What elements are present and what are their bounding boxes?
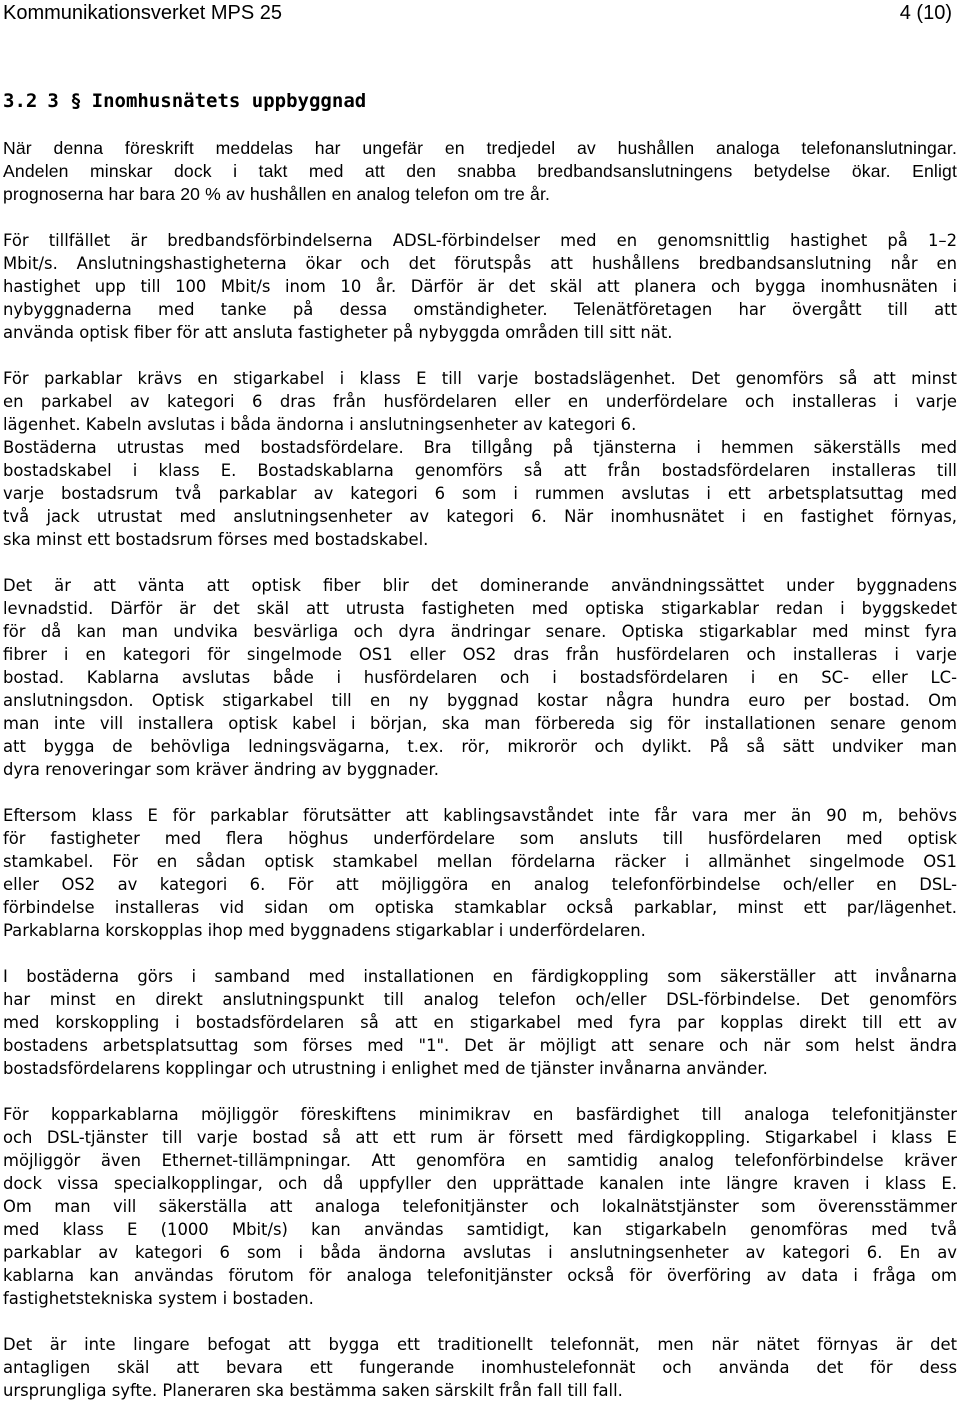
paragraph-3 (3, 367, 957, 551)
text-line: möjliggör även Ethernet-tillämpningar. Att genomföra en samtidig analog telefonförbindelse kräver (3, 1151, 957, 1170)
section-heading (3, 88, 376, 114)
text-line: en parkabel av kategori 6 dras från husfördelaren eller en underfördelare och installeras i varje (3, 392, 957, 411)
text-line: två jack utrustat med anslutningsenheter av kategori 6. När inomhusnätet i en fastighet förnyas, (3, 507, 957, 526)
paragraph-7 (3, 1103, 957, 1310)
text-line: ursprungliga syfte. Planeraren ska bestämma saken särskilt från fall till fall. (3, 1381, 623, 1400)
text-line: När denna föreskrift meddelas har ungefär en tredjedel av hushållen analoga telefonanslutningar. (3, 138, 957, 158)
text-line: För parkablar krävs en stigarkabel i klass E till varje bostadslägenhet. Det genomförs så att minst (3, 369, 957, 388)
text-line: anslutningsdon. Optisk stigarkabel till en ny byggnad kostar några hundra euro per bostad. Om (3, 691, 957, 710)
paragraph-8 (3, 1333, 957, 1402)
header-page-number: 4 (10) (899, 2, 952, 24)
paragraph-4 (3, 574, 957, 781)
section-title: Inomhusnätets uppbyggnad (91, 90, 367, 112)
text-line: för fastigheter med flera höghus underfördelare som ansluts till husfördelaren med optisk (3, 829, 957, 848)
text-line: stamkabel. För en sådan optisk stamkabel mellan fördelarna räcker i allmänhet singelmode OS1 (3, 852, 957, 871)
text-line: bostad. Kablarna avslutas både i husfördelaren och i bostadsfördelaren i en SC- eller LC- (3, 668, 957, 687)
paragraph-5 (3, 804, 957, 942)
paragraph-6 (3, 965, 957, 1080)
text-line: kablarna kan användas förutom för analoga telefonitjänster också för överföring av data i fråga om (3, 1266, 957, 1285)
text-line: bostadskabel i klass E. Bostadskablarna genomförs så att från bostadsfördelaren installeras till (3, 461, 957, 480)
text-line: Parkablarna korskopplas ihop med byggnadens stigarkablar i underfördelaren. (3, 921, 646, 940)
text-line: fibrer i en kategori för singelmode OS1 eller OS2 dras från husfördelaren och installeras i varje (3, 645, 957, 664)
text-line: använda optisk fiber för att ansluta fastigheter på nybyggda områden till sitt nät. (3, 323, 673, 342)
text-line: Mbit/s. Anslutningshastigheterna ökar och det förutspås att hushållens bredbandsanslutning når en (3, 254, 957, 273)
text-line: förbindelse installeras vid sidan om optiska stamkablar också parkablar, minst ett par/lägenhet. (3, 898, 957, 917)
text-line: bostadsfördelarens kopplingar och utrustning i enlighet med de tjänster invånarna använder. (3, 1059, 768, 1078)
text-line: med klass E (1000 Mbit/s) kan användas samtidigt, kan stigarkabeln genomföras med två (3, 1220, 957, 1239)
text-line: För tillfället är bredbandsförbindelserna ADSL-förbindelser med en genomsnittlig hastighet på 1–2 (3, 231, 957, 250)
text-line: nybyggnaderna med tanke på dessa omständigheter. Telenätföretagen har övergått till att (3, 300, 957, 319)
section-paragraph-number: 3 § (47, 90, 82, 112)
text-line: för då kan man undvika besvärliga och dyra ändringar senare. Optiska stigarkablar med minst fyra (3, 622, 957, 641)
text-line: hastighet upp till 100 Mbit/s inom 10 år. Därför är det skäl att planera och bygga inomhusnäten i (3, 277, 957, 296)
text-line: prognoserna har bara 20 % av hushållen en analog telefon om tre år. (3, 184, 551, 204)
text-line: ska minst ett bostadsrum förses med bostadskabel. (3, 530, 429, 549)
text-line: Eftersom klass E för parkablar förutsätter att kablingsavståndet inte får vara mer än 90 m, behövs (3, 806, 957, 825)
text-line: Om man vill säkerställa att analoga telefonitjänster och lokalnätstjänster som överensstämmer (3, 1197, 957, 1216)
text-line: bostadens arbetsplatsuttag som förses med "1". Det är möjligt att senare och när som helst ändra (3, 1036, 957, 1055)
paragraph-1 (3, 137, 957, 206)
text-line: antagligen skäl att bevara ett fungerande inomhustelefonnät och använda det för dess (3, 1358, 957, 1377)
text-line: har minst en direkt anslutningspunkt till analog telefon och/eller DSL-förbindelse. Det genomförs (3, 990, 957, 1009)
text-line: levnadstid. Därför är det skäl att utrusta fastigheten med optiska stigarkablar redan i byggskedet (3, 599, 957, 618)
text-line: I bostäderna görs i samband med installationen en färdigkoppling som säkerställer att invånarna (3, 967, 957, 986)
text-line: dock vissa specialkopplingar, och då uppfyller den upprättade kanalen inte längre kraven i klass E. (3, 1174, 957, 1193)
text-line: parkablar av kategori 6 som i båda ändorna avslutas i anslutningsenheter av kategori 6. En av (3, 1243, 957, 1262)
page-header (0, 0, 960, 30)
header-document-title: Kommunikationsverket MPS 25 (3, 2, 283, 24)
paragraph-2 (3, 229, 957, 344)
text-line: Bostäderna utrustas med bostadsfördelare. Bra tillgång på tjänsterna i hemmen säkerställs med (3, 438, 957, 457)
text-line: eller OS2 av kategori 6. För att möjliggöra en analog telefonförbindelse och/eller en DSL- (3, 875, 957, 894)
text-line: man inte vill installera optisk kabel i början, ska man förbereda sig för installationen senare genom (3, 714, 957, 733)
text-line: dyra renoveringar som kräver ändring av byggnader. (3, 760, 439, 779)
text-line: lägenhet. Kabeln avslutas i båda ändorna i anslutningsenheter av kategori 6. (3, 415, 637, 434)
text-line: med korskoppling i bostadsfördelaren så att en stigarkabel med fyra par kopplas direkt till ett av (3, 1013, 957, 1032)
text-line: varje bostadsrum två parkablar av kategori 6 som i rummen avslutas i ett arbetsplatsuttag med (3, 484, 957, 503)
text-line: att bygga de behövliga ledningsvägarna, t.ex. rör, mikrorör och dylikt. På så sätt undviker man (3, 737, 957, 756)
text-line: För kopparkablarna möjliggör föreskiftens minimikrav en basfärdighet till analoga telefonitjänster (3, 1105, 957, 1124)
text-line: och DSL-tjänster till varje bostad så att ett rum är försett med färdigkoppling. Stigarkabel i klass E (3, 1128, 957, 1147)
section-number: 3.2 (3, 90, 38, 112)
text-line: Andelen minskar dock i takt med att den snabba bredbandsanslutningens betydelse ökar. Enligt (3, 161, 957, 181)
text-line: Det är att vänta att optisk fiber blir det dominerande användningssättet under byggnadens (3, 576, 957, 595)
text-line: Det är inte lingare befogat att bygga ett traditionellt telefonnät, men när nätet förnyas är det (3, 1335, 957, 1354)
text-line: fastighetstekniska system i bostaden. (3, 1289, 314, 1308)
